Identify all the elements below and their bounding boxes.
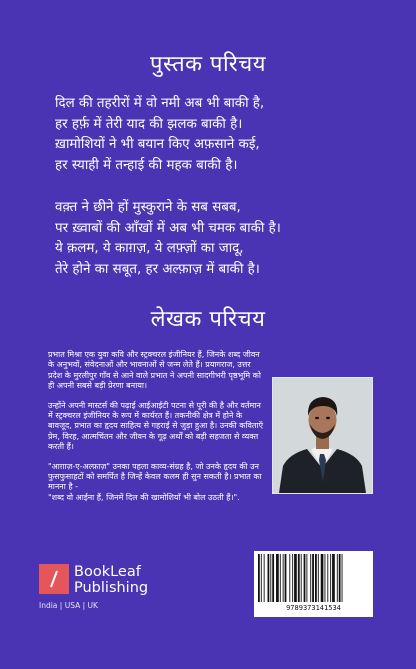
slash-icon <box>49 570 59 588</box>
author-quote: "शब्द वो आईना हैं, जिनमें दिल की खामोशियाँ भी बोल उठती हैं।". <box>48 492 240 502</box>
book-intro-title: पुस्तक परिचय <box>150 52 266 77</box>
barcode-icon <box>258 554 369 604</box>
poem-stanza-2 <box>55 198 395 280</box>
isbn-barcode <box>254 551 373 617</box>
poem-line: वक़्त ने छीने हों मुस्कुराने के सब सबब, <box>55 200 241 215</box>
publisher-regions: India | USA | UK <box>39 601 98 610</box>
author-bio <box>48 350 266 512</box>
bookleaf-logo-icon <box>39 564 69 594</box>
bio-paragraph: प्रभात मिश्रा एक युवा कवि और स्ट्रक्चरल इंजीनियर हैं, जिनके शब्द जीवन के अनुभवों, संवेदनाओं और भावनाओं से जन्म लेते हैं। प्रयागराज, उत्तर प्रदेश के मुरलीपुर गाँव से आने वाले प्रभात ने अपनी सादगीभरी पृष्ठभूमि को ही अपनी सबसे बड़ी प्रेरणा बनाया। <box>48 350 261 391</box>
poem-line: तेरे होने का सबूत, हर अल्फ़ाज़ में बाकी है। <box>55 261 260 277</box>
poem-line: ख़ामोशियों ने भी बयान किए अफ़साने कई, <box>55 137 260 152</box>
poem-line: पर ख़्वाबों की आँखों में अब भी चमक बाकी है। <box>55 220 281 236</box>
author-photo <box>272 377 373 494</box>
publisher-name-line1: BookLeaf <box>74 564 141 580</box>
poem-stanza-1 <box>55 94 395 176</box>
author-intro-title: लेखक परिचय <box>150 307 266 332</box>
publisher-name-line2: Publishing <box>74 580 149 596</box>
bio-paragraph: उन्होंने अपनी मास्टर्स की पढ़ाई आईआईटी पटना से पूरी की है और वर्तमान में स्ट्रक्चरल इंजीनियर के रूप में कार्यरत हैं। तकनीकी क्षेत्र में होने के बावजूद, प्रभात का हृदय साहित्य से गहराई से जुड़ा हुआ है। उनकी कविताएँ प्रेम, विरह, आत्मचिंतन और जीवन के गूढ़ अर्थों को बड़ी सहजता से व्यक्त करती हैं। <box>48 400 263 452</box>
poem-line: दिल की तहरीरों में वो नमी अब भी बाकी है, <box>55 96 265 111</box>
poem-line: हर स्याही में तन्हाई की महक बाकी है। <box>55 157 238 173</box>
poem-line: ये क़लम, ये काग़ज़, ये लफ़्ज़ों का जादू, <box>55 241 244 256</box>
author-portrait-image <box>273 378 372 493</box>
bio-paragraph: "आग़ाज़-ए-अल्फ़ाज़" उनका पहला काव्य-संग्रह है, जो उनके हृदय की उन फुसफुसाहटों को समर्पित है जिन्हें केवल कलम ही सुन सकती है। प्रभात का मानना है - <box>48 461 262 492</box>
isbn-number: 9789373141534 <box>286 604 341 612</box>
poem-line: हर हर्फ़ में तेरी याद की झलक बाकी है। <box>55 116 243 132</box>
